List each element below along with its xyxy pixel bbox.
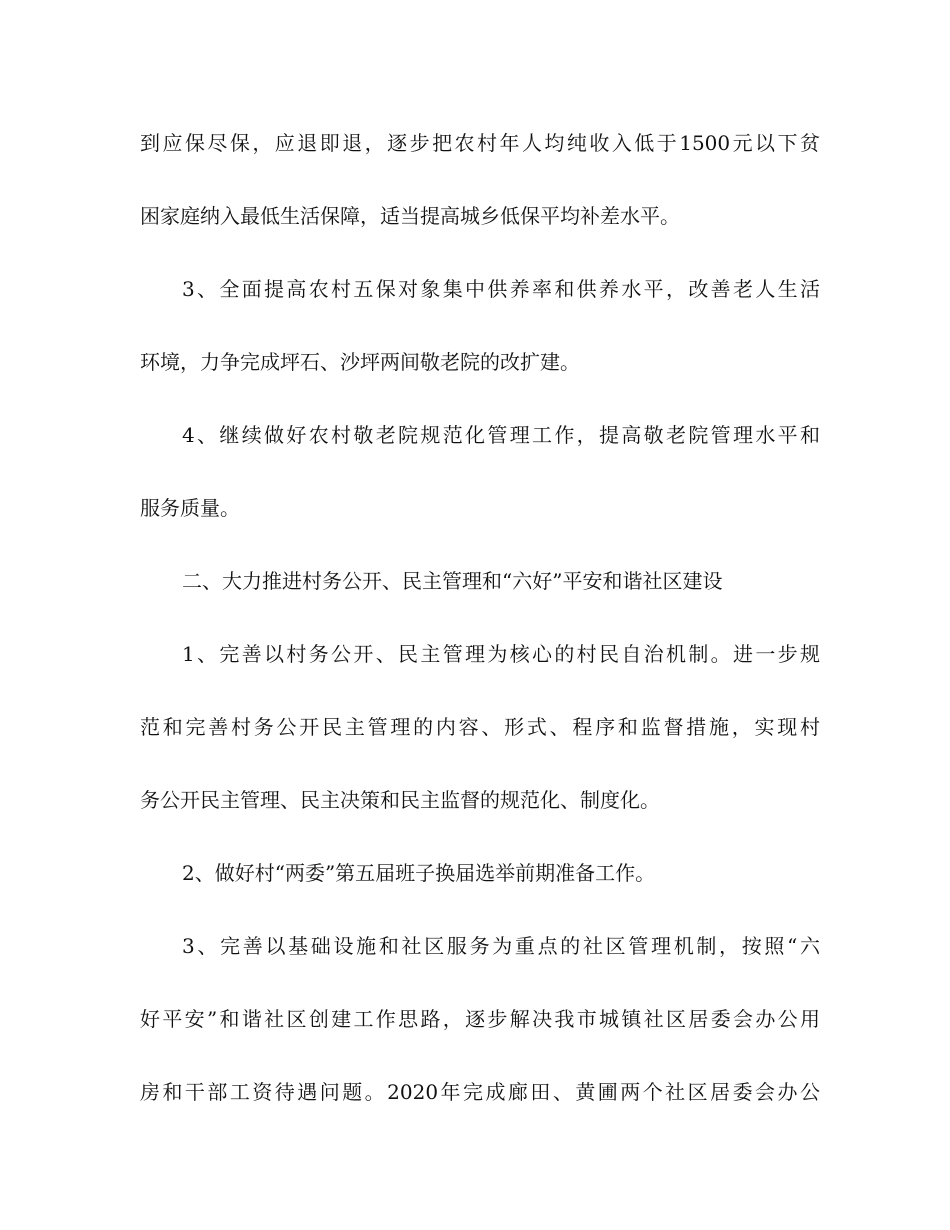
text-line: 2、做好村“两委”第五届班子换届选举前期准备工作。 (182, 861, 656, 885)
text-line: 好平安”和谐社区创建工作思路，逐步解决我市城镇社区居委会办公用 (140, 1007, 820, 1031)
text-line: 房和干部工资待遇问题。2020年完成廊田、黄圃两个社区居委会办公 (140, 1080, 820, 1104)
text-line: 环境，力争完成坪石、沙坪两间敬老院的改扩建。 (140, 350, 580, 374)
text-line: 4、继续做好农村敬老院规范化管理工作，提高敬老院管理水平和 (182, 423, 820, 447)
text-line: 3、全面提高农村五保对象集中供养率和供养水平，改善老人生活 (182, 277, 820, 301)
section-heading: 二、大力推进村务公开、民主管理和“六好”平安和谐社区建设 (182, 569, 723, 593)
text-line: 3、完善以基础设施和社区服务为重点的社区管理机制，按照“六 (182, 934, 820, 958)
text-line: 服务质量。 (140, 496, 240, 520)
text-line: 1、完善以村务公开、民主管理为核心的村民自治机制。进一步规 (182, 642, 820, 666)
text-line: 困家庭纳入最低生活保障，适当提高城乡低保平均补差水平。 (140, 204, 680, 228)
text-line: 范和完善村务公开民主管理的内容、形式、程序和监督措施，实现村 (140, 715, 820, 739)
text-line: 务公开民主管理、民主决策和民主监督的规范化、制度化。 (140, 788, 660, 812)
text-line: 到应保尽保，应退即退，逐步把农村年人均纯收入低于1500元以下贫 (140, 131, 820, 155)
